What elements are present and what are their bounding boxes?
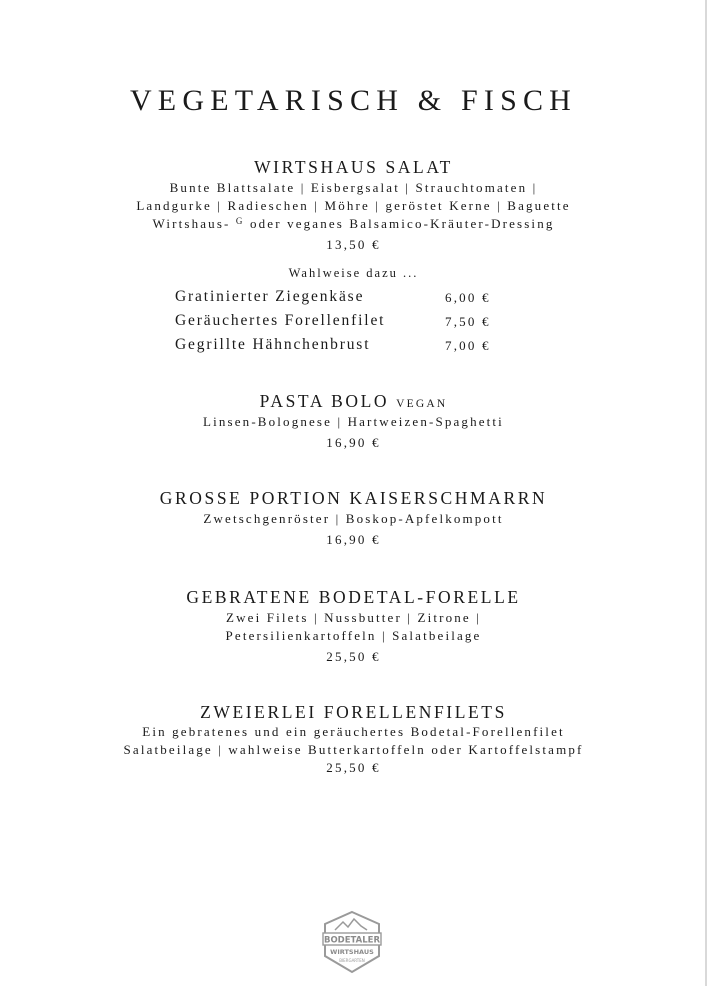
item-title-bodetal-forelle: GEBRATENE BODETAL-FORELLE (186, 587, 521, 607)
extra-option-row (175, 336, 515, 356)
extra-option-name: Geräuchertes Forellenfilet (175, 312, 386, 329)
svg-text:BIERGARTEN: BIERGARTEN (339, 958, 365, 963)
desc-text: Wirtshaus- (152, 216, 231, 231)
desc-text: oder veganes Balsamico-Kräuter-Dressing (249, 216, 555, 231)
extra-option-price: 6,00 € (445, 290, 491, 305)
allergen-marker: G (235, 216, 245, 226)
extra-option-price: 7,50 € (445, 314, 491, 329)
item-title-wirtshaus-salat: WIRTSHAUS SALAT (254, 157, 453, 177)
extra-option-name: Gratinierter Ziegenkäse (175, 288, 365, 305)
item-title-text: PASTA BOLO (259, 391, 390, 411)
item-price: 25,50 € (326, 649, 381, 664)
svg-text:WIRTSHAUS: WIRTSHAUS (330, 948, 374, 956)
extra-option-row (175, 312, 515, 332)
item-desc-line (0, 216, 707, 232)
extras-intro: Wahlweise dazu ... (288, 266, 419, 280)
item-price: 25,50 € (326, 760, 381, 775)
item-price: 16,90 € (326, 435, 381, 450)
item-title-pasta-bolo (0, 391, 707, 412)
item-desc-line: Petersilienkartoffeln | Salatbeilage (225, 628, 482, 643)
item-price: 16,90 € (326, 532, 381, 547)
item-desc-line: Landgurke | Radieschen | Möhre | geröstet Kerne | Baguette (136, 198, 571, 213)
item-desc-line: Zwetschgenröster | Boskop-Apfelkompott (203, 511, 504, 526)
item-desc-line: Bunte Blattsalate | Eisbergsalat | Strauchtomaten | (169, 180, 538, 195)
item-desc-line: Linsen-Bolognese | Hartweizen-Spaghetti (203, 414, 504, 429)
vegan-tag: VEGAN (396, 398, 448, 410)
item-desc-line: Zwei Filets | Nussbutter | Zitrone | (226, 610, 481, 625)
item-title-kaiserschmarrn: GROSSE PORTION KAISERSCHMARRN (159, 488, 548, 508)
item-title-zweierlei-forellenfilets: ZWEIERLEI FORELLENFILETS (200, 702, 507, 722)
svg-text:BODETALER: BODETALER (323, 935, 381, 946)
extra-option-price: 7,00 € (445, 338, 491, 353)
item-desc-line: Ein gebratenes und ein geräuchertes Bodetal-Forellenfilet (142, 724, 565, 739)
mountain-badge-logo (321, 910, 383, 974)
extra-option-row (175, 288, 515, 308)
extra-option-name: Gegrillte Hähnchenbrust (175, 336, 371, 353)
item-desc-line: Salatbeilage | wahlweise Butterkartoffeln oder Kartoffelstampf (123, 742, 584, 757)
item-price: 13,50 € (326, 237, 381, 252)
page-title: VEGETARISCH & FISCH (129, 84, 578, 117)
